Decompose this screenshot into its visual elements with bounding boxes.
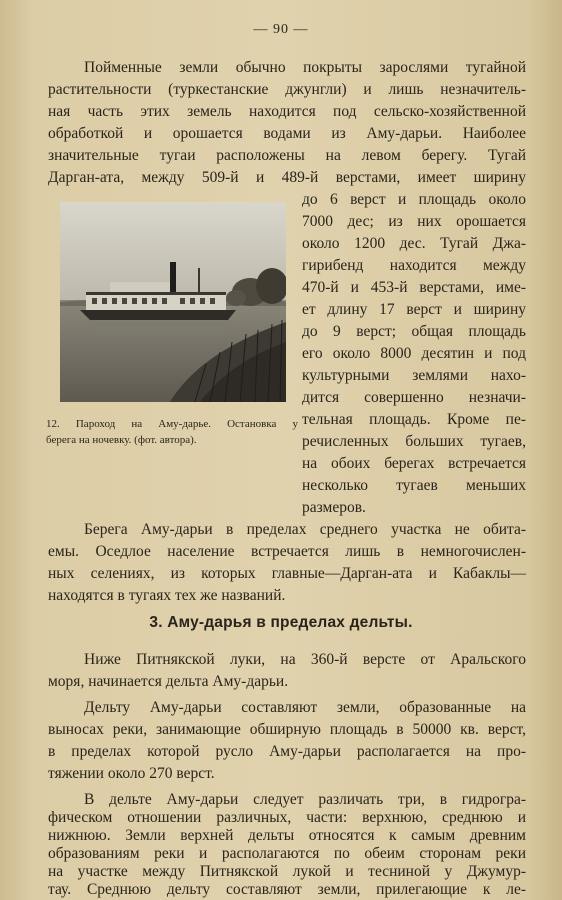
figure-caption-line: 12. Пароход на Аму-дарье. Остановка у — [46, 418, 298, 430]
text-line: 7000 дес; из них орошается — [302, 213, 526, 230]
text-line: обработкой и орошается водами из Аму-дарьи. Наиболее — [48, 125, 526, 142]
text-line: образованиям реки и располагаются по обеим сторонам реки — [48, 845, 526, 862]
text-line: тельная площадь. Кроме пе- — [302, 411, 526, 428]
text-line: до 9 верст; общая площадь — [302, 323, 526, 340]
text-line: выносах реки, занимающие обширную площадь в 50000 кв. верст, — [48, 721, 526, 738]
steamboat-photo — [60, 202, 286, 402]
text-line: В дельте Аму-дарьи следует различать три, в гидрогра- — [84, 791, 526, 808]
text-line: в пределах которой русло Аму-дарьи располагается на про- — [48, 743, 526, 760]
photo-illustration — [60, 202, 286, 402]
text-line: Дельту Аму-дарьи составляют земли, образованные на — [84, 699, 526, 716]
text-line: тау. Среднюю дельту составляют земли, прилегающие к ле- — [48, 881, 526, 898]
text-line: ная часть этих земель находится под сельско-хозяйственной — [48, 103, 526, 120]
text-line: фическом отношении различных, части: верхнюю, среднюю и — [48, 809, 526, 826]
smokestack — [170, 262, 176, 292]
page-number: — 90 — — [253, 22, 309, 37]
text-line: Берега Аму-дарьи в пределах среднего участка не обита- — [84, 521, 526, 538]
text-line: значительные тугаи расположены на левом берегу. Тугай — [48, 147, 526, 164]
text-line: Пойменные земли обычно покрыты зарослями тугайной — [84, 59, 526, 76]
text-line: тяжении около 270 верст. — [48, 765, 215, 782]
text-line: несколько тугаев меньших — [302, 477, 526, 494]
text-line: на обоих берегах встречается — [302, 455, 526, 472]
text-line: на участке между Питнякской лукой и тесниной у Джумур- — [48, 863, 526, 880]
text-line: Ниже Питнякской луки, на 360-й версте от Аральского — [84, 651, 526, 668]
text-line: емы. Оседлое население встречается лишь в немногочислен- — [48, 543, 526, 560]
text-line: ных селениях, из которых главные—Дарган-ата и Кабаклы— — [48, 565, 526, 582]
text-line: моря, начинается дельта Аму-дарьи. — [48, 673, 289, 690]
text-line: речисленных больших тугаев, — [302, 433, 526, 450]
text-line: до 6 верст и площадь около — [302, 191, 526, 208]
text-line: нижнюю. Земли верхней дельты относятся к самым древним — [48, 827, 526, 844]
text-line: Дарган-ата, между 509-й и 489-й верстами, имеет ширину — [48, 169, 526, 186]
text-line: растительности (туркестанские джунгли) и лишь незначитель- — [48, 81, 526, 98]
text-line: гирибенд находится между — [302, 257, 526, 274]
text-line: культурными землями нахо- — [302, 367, 526, 384]
text-line: его около 8000 десятин и под — [302, 345, 526, 362]
text-line: около 1200 дес. Тугай Джа- — [302, 235, 526, 252]
text-line: размеров. — [302, 499, 366, 516]
text-line: дится совершенно незначи- — [302, 389, 526, 406]
section-heading: 3. Аму-дарья в пределах дельты. — [149, 614, 413, 631]
text-line: находятся в тугаях тех же названий. — [48, 587, 286, 604]
text-line: 470-й и 453-й верстами, име- — [302, 279, 526, 296]
text-line: ет длину 17 верст и ширину — [302, 301, 526, 318]
figure-caption-line: берега на ночевку. (фот. автора). — [46, 434, 197, 446]
